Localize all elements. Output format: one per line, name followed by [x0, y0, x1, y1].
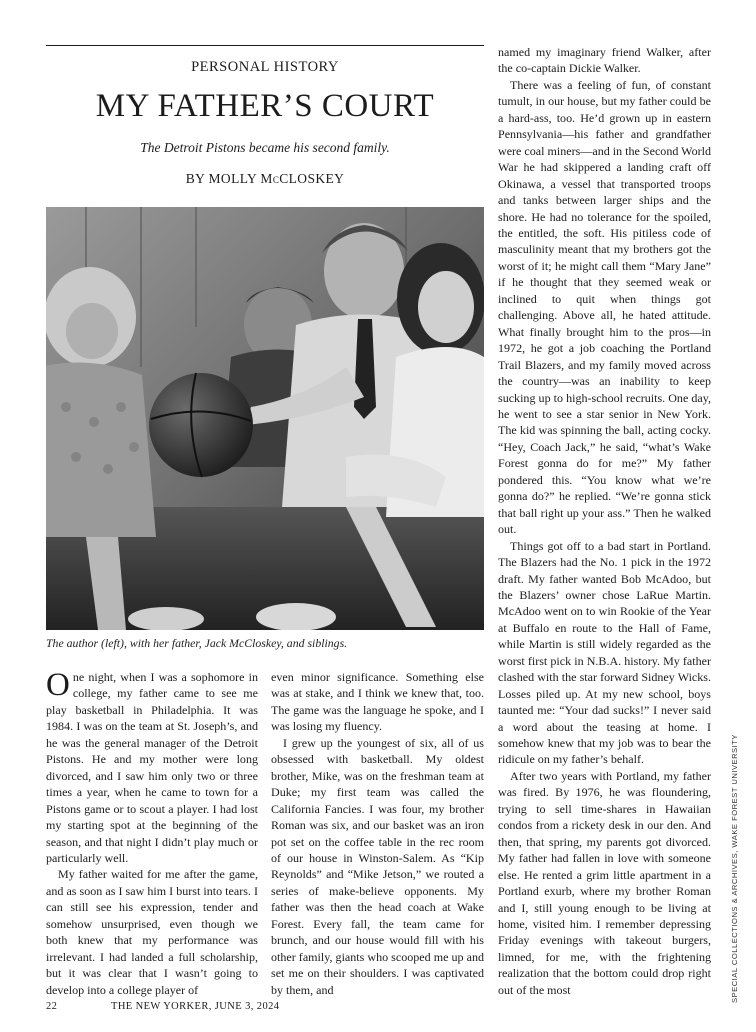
body-column-1: [46, 669, 258, 998]
body-column-2: [271, 669, 484, 998]
photo-caption: The author (left), with her father, Jack McCloskey, and siblings.: [46, 636, 348, 650]
article-title: MY FATHER’S COURT: [95, 88, 435, 124]
drop-cap: O: [46, 667, 70, 703]
body-paragraph: I grew up the youngest of six, all of us obsessed with basketball. My oldest brother, Mike, was on the freshman team at Duke; my first team was called the California Fancies. I was four, my brother Roman was six, and our basket was an iron pot set on the coffee table in the rec room of our house in Winston-Salem. As “Kip Reynolds” and “Mike Jetson,” we routed a series of make-believe opponents. My father was then the head coach at Wake Forest. Every fall, the team came for brunch, and our house would fill with his other family, giants who scooped me up and set me on their shoulders. I was captivated by them, and: [271, 735, 484, 997]
body-paragraph: After two years with Portland, my father was fired. By 1976, he was floundering, trying to sell time-shares in Hawaiian condos from a rickety desk in our den. And then, that spring, my parents got divorced. My father had fallen in love with someone else. He rented a grim little apartment in a Portland exurb, where my brother Roman and I, still young enough to be living at home, visited him. I remember depressing Friday evenings with takeout burgers, limned, for me, with the frightening realization that the bottom could drop right out of the most: [498, 768, 711, 997]
paragraph-text: ne night, when I was a sophomore in college, my father came to see me play basketball in Philadelphia. It was 1984. I was on the team at St. Joseph’s, and he was the general manager of the Detroit Pistons. He and my mother were long divorced, and I saw him only two or three times a year, when he came to town for a Pistons game or to scout a player. I had lost my starting spot at the beginning of the season, and that night I didn’t play much or particularly well.: [46, 670, 258, 865]
top-rule: [46, 45, 484, 46]
body-paragraph: named my imaginary friend Walker, after the co-captain Dickie Walker.: [498, 45, 711, 76]
body-column-3: [498, 44, 711, 998]
body-paragraph: My father waited for me after the game, and as soon as I saw him I burst into tears. I can still see his expression, tender and somehow unsurprised, even though we both knew that my performance was irrelevant. I had landed a full scholarship, but it was clear that I wasn’t going to develop into a college player of: [46, 867, 258, 997]
section-kicker: PERSONAL HISTORY: [191, 59, 339, 75]
body-paragraph: Things got off to a bad start in Portland. The Blazers had the No. 1 pick in the 1972 draft. My father wanted Bob McAdoo, but the Blazers’ owner chose LaRue Martin. McAdoo went on to win Rookie of the Year at Buffalo en route to the Hall of Fame, while Martin is still widely regarded as the worst first pick in N.B.A. history. My father clashed with the star forward Sidney Wicks. Losses piled up. At my new school, boys taunted me: “Your dad sucks!” I never said a word about the teasing at home. I somehow knew that my job was to bear the ridicule on my father’s behalf.: [498, 538, 711, 767]
body-paragraph: There was a feeling of fun, of constant tumult, in our house, but my father could be a hard-ass, too. He’d grown up in eastern Pennsylvania—his father and grandfather were coal miners—and in the Second World War he had skippered a landing craft off Okinawa, a vessel that transported troops and tanks between larger ships and the shore. He had no tolerance for the spoiled, the entitled, the soft. His pitiless code of masculinity meant that my brothers got the worst of it; he might call them “Mary Jane” if he thought that they seemed weak or inclined to quit when things got challenging. Above all, he hated attitude. What finally brought him to the pros—in 1972, he got a job coaching the Portland Trail Blazers, and my family moved across the country—was an inability to keep sucking up to high-school recruits. One day, he went to see a star senior in New York. The kid was spinning the ball, acting cocky. “Hey, Coach Jack,” he said, “what’s Wake Forest gonna do for me?” My father pondered this. “You know what we’re gonna do?” he replied. “We’re gonna stick that ball right up your ass.” Then he walked out.: [498, 77, 711, 537]
body-paragraph: even minor significance. Something else was at stake, and I think we knew that, too. The game was the language he spoke, and I was losing my fluency.: [271, 670, 484, 734]
article-photo: [46, 207, 484, 630]
article-byline: BY MOLLY McCLOSKEY: [185, 171, 345, 186]
body-paragraph: [46, 669, 258, 866]
page-number: 22: [46, 1001, 58, 1012]
article-dek: The Detroit Pistons became his second family.: [140, 140, 390, 155]
photo-credit: SPECIAL COLLECTIONS & ARCHIVES, WAKE FOREST UNIVERSITY: [730, 734, 739, 1003]
publication-line: THE NEW YORKER, JUNE 3, 2024: [111, 1001, 280, 1012]
